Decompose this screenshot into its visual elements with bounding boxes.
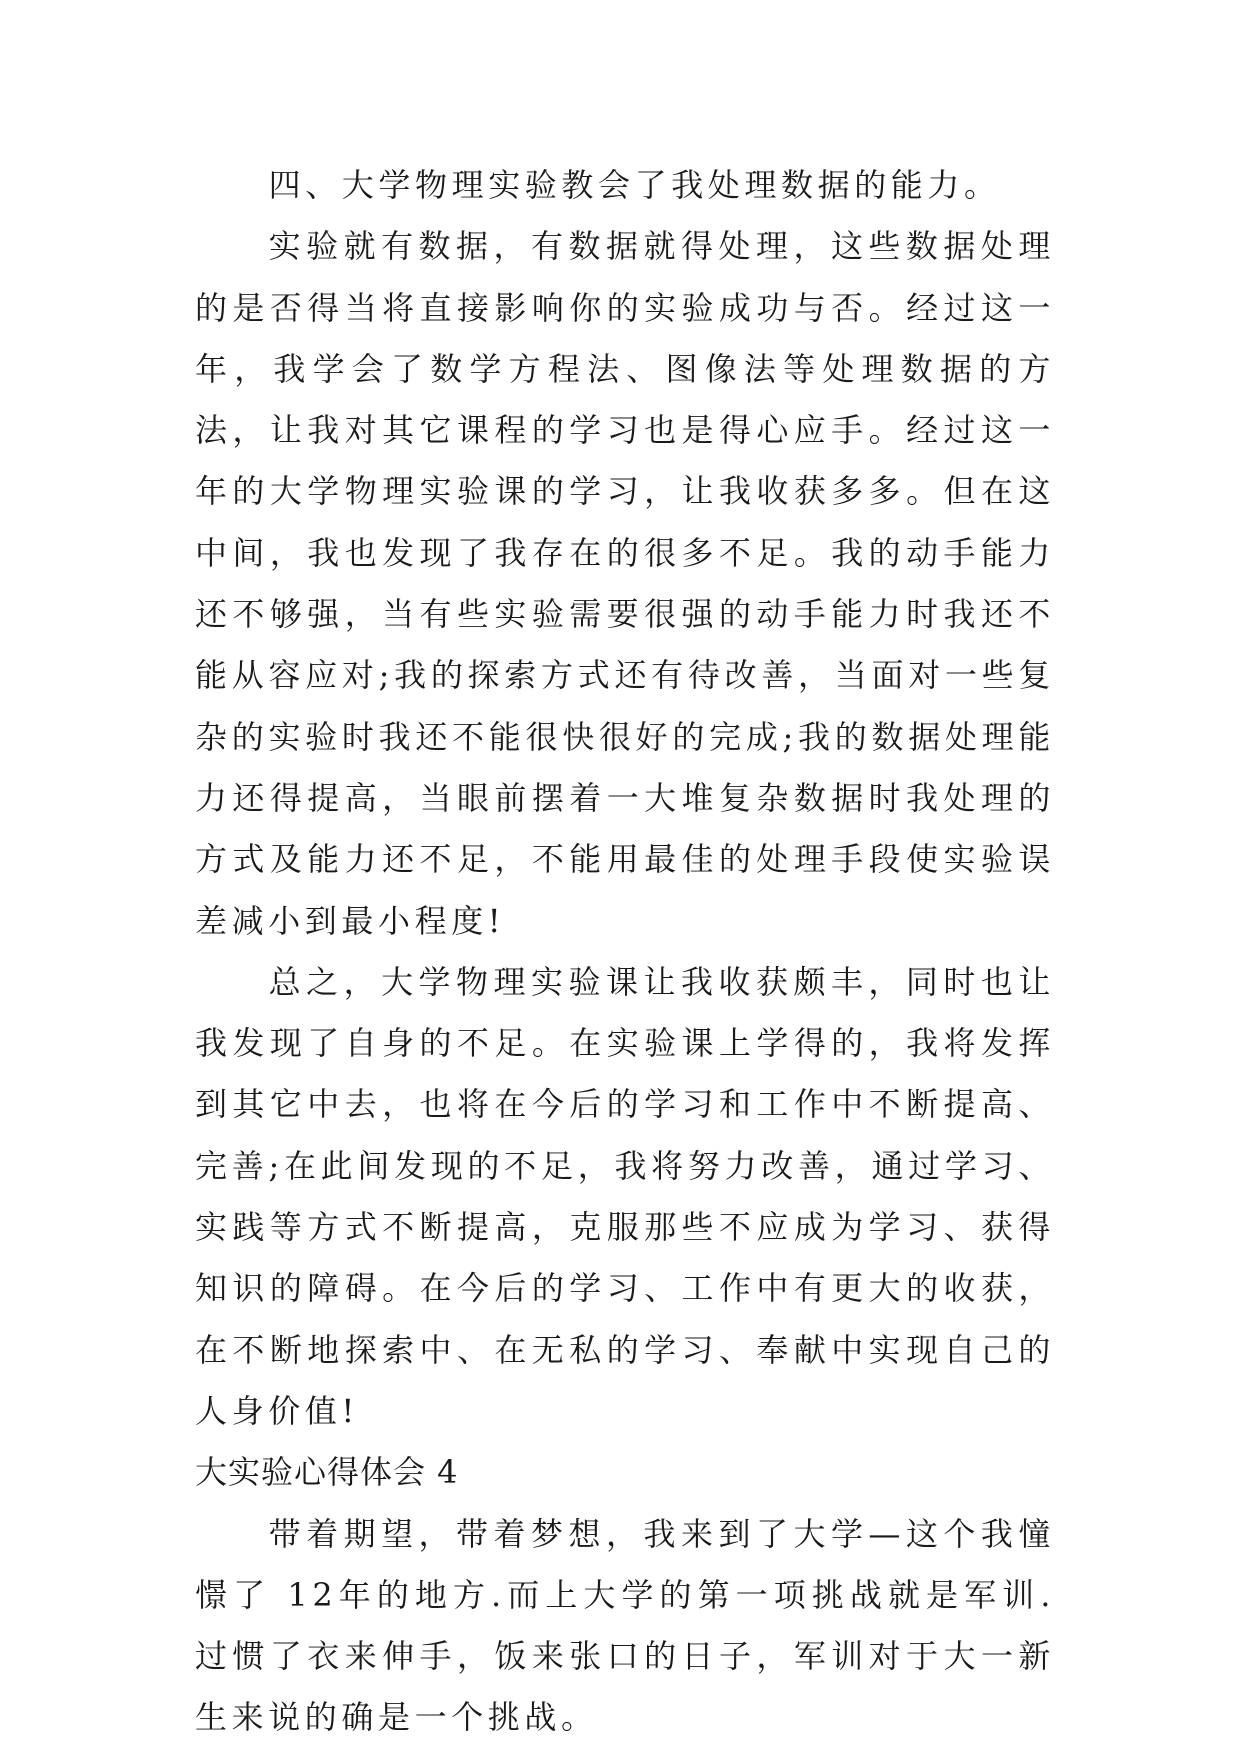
paragraph-military-training: 带着期望，带着梦想，我来到了大学—这个我憧憬了 12年的地方.而上大学的第一项挑战就是军训.过惯了衣来伸手，饭来张口的日子，军训对于大一新生来说的确是一个挑战。 [195,1514,1055,1737]
paragraph-summary: 总之，大学物理实验课让我收获颇丰，同时也让我发现了自身的不足。在实验课上学得的，我将发挥到其它中去，也将在今后的学习和工作中不断提高、完善;在此间发现的不足，我将努力改善，通过学习、实践等方式不断提高，克服那些不应成为学习、获得知识的障碍。在今后的学习、工作中有更大的收获，在不断地探索中、在无私的学习、奉献中实现自己的人身价值! [195,962,1055,1430]
paragraph-data-processing: 实验就有数据，有数据就得处理，这些数据处理的是否得当将直接影响你的实验成功与否。经过这一年，我学会了数学方程法、图像法等处理数据的方法，让我对其它课程的学习也是得心应手。经过这一年的大学物理实验课的学习，让我收获多多。但在这中间，我也发现了我存在的很多不足。我的动手能力还不够强，当有些实验需要很强的动手能力时我还不能从容应对;我的探索方式还有待改善，当面对一些复杂的实验时我还不能很快很好的完成;我的数据处理能力还得提高，当眼前摆着一大堆复杂数据时我处理的方式及能力还不足，不能用最佳的处理手段使实验误差减小到最小程度! [195,227,1055,940]
section-heading: 大实验心得体会 4 [195,1453,459,1492]
paragraph-section-four-title: 四、大学物理实验教会了我处理数据的能力。 [268,166,1001,204]
document-body [195,155,1055,1749]
